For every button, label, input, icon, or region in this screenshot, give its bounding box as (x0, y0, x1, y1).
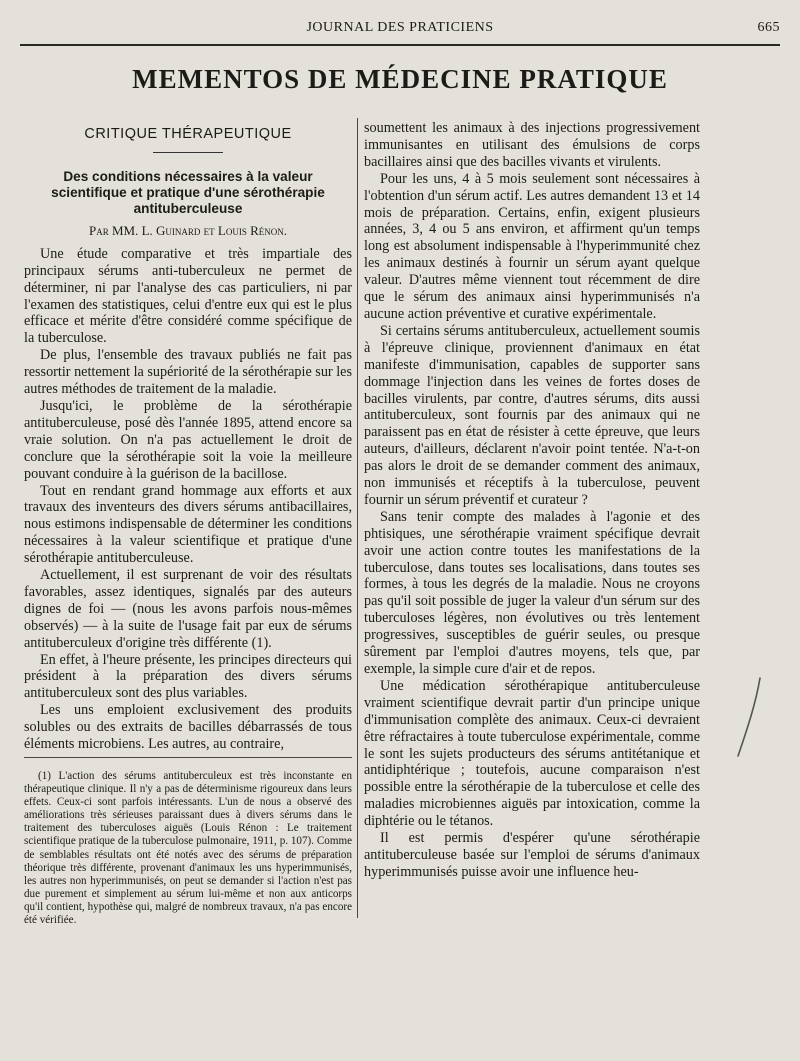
section-rule (153, 152, 223, 153)
footnote-rule (24, 757, 352, 758)
main-title: MEMENTOS DE MÉDECINE PRATIQUE (132, 64, 668, 94)
paragraph: Les uns emploient exclusivement des produits solubles ou des extraits de bacilles débarrassés de tous éléments microbiens. Les autres, au contraire, (24, 702, 352, 753)
header-rule (20, 44, 780, 46)
paragraph: Pour les uns, 4 à 5 mois seulement sont nécessaires à l'obtention d'un sérum actif. Les autres demandent 13 et 14 mois de préparation. Certains, enfin, exigent plusieurs années, 3, 4 ou 5 ans environ, et affirment qu'un temps long est absolument indispensable à l'hyperimmunité chez les animaux destinés à fournir un sérum ayant quelque valeur. D'autres même viennent tout récemment de dire que le sérum des animaux ainsi hyperimmunisés n'a aucune action préventive et curative expérimentale. (364, 170, 700, 322)
section-title: CRITIQUE THÉRAPEUTIQUE (84, 126, 292, 142)
byline: Par MM. L. Guinard et Louis Rénon. (88, 222, 288, 238)
paragraph: soumettent les animaux à des injections progressivement immunisantes en utilisant des émulsions de corps bacillaires ainsi que des bacilles vivants et virulents. (364, 120, 700, 170)
paragraph: Actuellement, il est surprenant de voir des résultats favorables, assez identiques, signalés par des auteurs dignes de foi — (nous les avons parfois nous-mêmes observés) — à la suite de l'usage fait par eux de sérums antituberculeux d'origine très différente (1). (24, 567, 352, 651)
paragraph: Une étude comparative et très impartiale des principaux sérums anti-tuberculeux ne permet de déterminer, ni par l'analyse des cas particuliers, ni par l'examen des statistiques, celui d'entre eux qui est le plus efficace et mérite d'être considéré comme spécifique de la tuberculose. (24, 245, 352, 347)
paragraph: Tout en rendant grand hommage aux efforts et aux travaux des inventeurs des divers sérums antibacillaires, nous estimons indispensable de déterminer les conditions nécessaires à la valeur scientifique et pratique d'une sérothérapie antituberculeuse. (24, 482, 352, 567)
article-title: Des conditions nécessaires à la valeur scientifique et pratique d'une sérothérapie antituberculeuse (51, 168, 325, 216)
paragraph: En effet, à l'heure présente, les principes directeurs qui président à la préparation des divers sérums antituberculeux sont des plus variables. (24, 651, 352, 702)
paragraph: Si certains sérums antituberculeux, actuellement soumis à l'épreuve clinique, proviennent d'animaux en état manifeste d'immunisation, capables de supporter sans dommage l'injection dans les veines de fortes doses de bacilles virulents, par contre, d'autres sérums, dits aussi antituberculeux, sont fournis par des animaux qui ne paraissent pas en état de résister à cette épreuve, que leurs auteurs, d'ailleurs, déclarent n'avoir point tentée. N'a-t-on pas alors le droit de se demander comment des animaux, non immunisés et réceptifs à la tuberculose, peuvent fournir un sérum préventif et curateur ? (364, 322, 700, 508)
running-head (20, 18, 780, 40)
column-divider (357, 118, 358, 918)
journal-title: JOURNAL DES PRATICIENS (306, 20, 494, 35)
paragraph: De plus, l'ensemble des travaux publiés ne fait pas ressortir nettement la supériorité de la sérothérapie sur les autres méthodes de traitement de la maladie. (24, 347, 352, 398)
left-column (24, 120, 352, 753)
paragraph: Jusqu'ici, le problème de la sérothérapie antituberculeuse, posé dès l'année 1895, attend encore sa vraie solution. On n'a pas actuellement le droit de conclure que la sérothérapie soit la voie la meilleure pouvant conduire à la guérison de la bacillose. (24, 397, 352, 482)
right-column (364, 120, 700, 881)
paragraph: Une médication sérothérapique antituberculeuse vraiment scientifique devrait partir d'un principe unique d'immunisation complète des animaux. Ceux-ci devraient être réfractaires à toute tuberculose expérimentale, comme le sont les sujets producteurs des sérums antitétanique et antidiphtérique ; toutefois, aucune comparaison n'est possible entre la sérothérapie de la tuberculose et celle des maladies microbiennes aiguës par intoxication, comme la diphtérie ou le tétanos. (364, 677, 700, 830)
paragraph: Il est permis d'espérer qu'une sérothérapie antituberculeuse basée sur l'emploi de sérums d'animaux hyperimmunisés puisse avoir une influence heu- (364, 830, 700, 880)
pencil-mark-icon (720, 672, 780, 762)
page-number: 665 (757, 20, 780, 35)
paragraph: Sans tenir compte des malades à l'agonie et des phtisiques, une sérothérapie vraiment spécifique devrait avoir une action contre toutes les manifestations de la tuberculose, dans toutes ses localisations, dans toutes ses formes, à tous les degrés de la maladie. Nous ne croyons pas qu'il soit possible de juger la valeur d'un sérum sur des tuberculoses légères, non évolutives ou très lentement progressives, susceptibles de guérir seules, ou presque sûrement par l'emploi d'autres moyens, tels que, par exemple, la simple cure d'air et de repos. (364, 508, 700, 677)
footnote: (1) L'action des sérums antituberculeux est très inconstante en thérapeutique clinique. Il n'y a pas de déterminisme rigoureux dans leurs effets. Ceux-ci sont parfois intéressants. L'un de nous a observé des améliorations très sérieuses paraissant dues à divers sérums dans le traitement des tuberculoses aiguës (Louis Rénon : Le traitement scientifique pratique de la tuberculose pulmonaire, 1911, p. 107). Comme de semblables résultats ont été notés avec des sérums de préparation théorique très différente, provenant d'animaux les uns hyperimmunisés, les autres non hyperimmunisés, on peut se demander si l'action n'est pas due purement et simplement au sérum lui-même et non aux anticorps qu'il contient, hypothèse qui, malgré de nombreux travaux, n'a pas encore été vérifiée. (24, 770, 352, 927)
